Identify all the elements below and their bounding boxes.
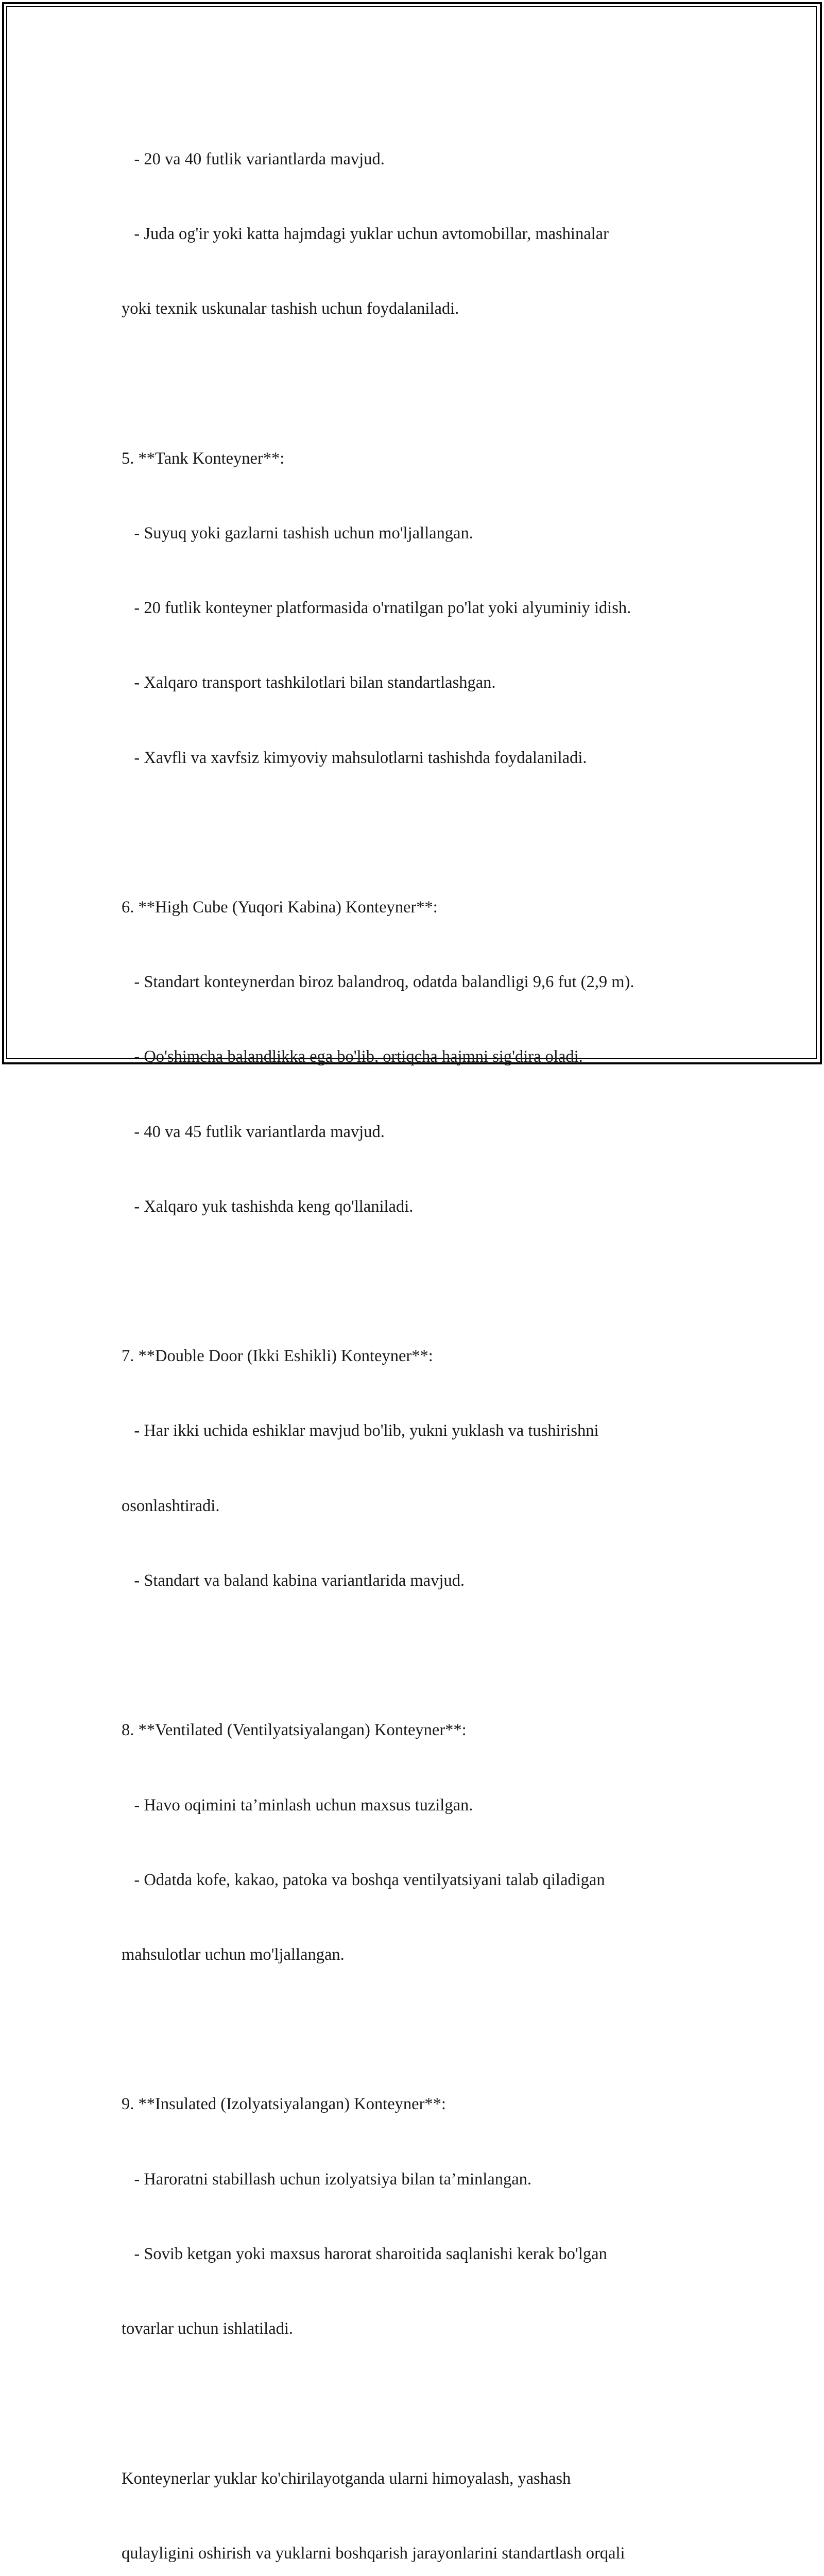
section-heading: 8. **Ventilated (Ventilyatsiyalangan) Konteyner**: bbox=[122, 1721, 467, 1740]
text-line: - Suyuq yoki gazlarni tashish uchun mo'ljallangan. bbox=[122, 523, 473, 543]
section-heading: 6. **High Cube (Yuqori Kabina) Konteyner**: bbox=[122, 897, 438, 917]
blank-line bbox=[122, 2017, 714, 2042]
text-line: - Sovib ketgan yoki maxsus harorat sharoitida saqlanishi kerak bo'lgan bbox=[122, 2244, 607, 2263]
text-line: tovarlar uchun ishlatiladi. bbox=[122, 2319, 294, 2338]
text-line: - 20 va 40 futlik variantlarda mavjud. bbox=[122, 149, 385, 168]
text-line: - Havo oqimini ta’minlash uchun maxsus tuzilgan. bbox=[122, 1795, 473, 1815]
paragraph-line: Konteynerlar yuklar ko'chirilayotganda ularni himoyalash, yashash bbox=[122, 2469, 571, 2488]
text-line: - Qo'shimcha balandlikka ega bo'lib, ortiqcha hajmni sig'dira oladi. bbox=[122, 1047, 583, 1066]
text-line: mahsulotlar uchun mo'ljallangan. bbox=[122, 1945, 345, 1964]
text-line: - Xavfli va xavfsiz kimyoviy mahsulotlarni tashishda foydalaniladi. bbox=[122, 748, 587, 767]
text-line: yoki texnik uskunalar tashish uchun foydalaniladi. bbox=[122, 299, 459, 318]
document-body bbox=[122, 97, 714, 2576]
text-line: - Har ikki uchida eshiklar mavjud bo'lib, yukni yuklash va tushirishni bbox=[122, 1421, 599, 1440]
text-line: - Xalqaro yuk tashishda keng qo'llaniladi. bbox=[122, 1197, 414, 1216]
blank-line bbox=[122, 371, 714, 396]
blank-line bbox=[122, 2391, 714, 2416]
text-line: - Xalqaro transport tashkilotlari bilan standartlashgan. bbox=[122, 673, 496, 692]
blank-line bbox=[122, 820, 714, 845]
paragraph-line: qulayligini oshirish va yuklarni boshqarish jarayonlarini standartlash orqali bbox=[122, 2544, 625, 2563]
text-line: - Juda og'ir yoki katta hajmdagi yuklar uchun avtomobillar, mashinalar bbox=[122, 225, 609, 244]
section-heading: 9. **Insulated (Izolyatsiyalangan) Konteyner**: bbox=[122, 2095, 446, 2114]
section-heading: 5. **Tank Konteyner**: bbox=[122, 449, 285, 468]
text-line: - 20 futlik konteyner platformasida o'rnatilgan po'lat yoki alyuminiy idish. bbox=[122, 599, 631, 618]
blank-line bbox=[122, 1269, 714, 1294]
text-line: osonlashtiradi. bbox=[122, 1496, 220, 1515]
text-line: - Standart va baland kabina variantlarida mavjud. bbox=[122, 1571, 465, 1590]
text-line: - Haroratni stabillash uchun izolyatsiya bilan ta’minlangan. bbox=[122, 2170, 532, 2189]
text-line: - Standart konteynerdan biroz balandroq, odatda balandligi 9,6 fut (2,9 m). bbox=[122, 973, 634, 992]
text-line: - 40 va 45 futlik variantlarda mavjud. bbox=[122, 1122, 385, 1141]
blank-line bbox=[122, 1643, 714, 1668]
text-line: - Odatda kofe, kakao, patoka va boshqa ventilyatsiyani talab qiladigan bbox=[122, 1870, 605, 1889]
section-heading: 7. **Double Door (Ikki Eshikli) Konteyner**: bbox=[122, 1347, 433, 1366]
